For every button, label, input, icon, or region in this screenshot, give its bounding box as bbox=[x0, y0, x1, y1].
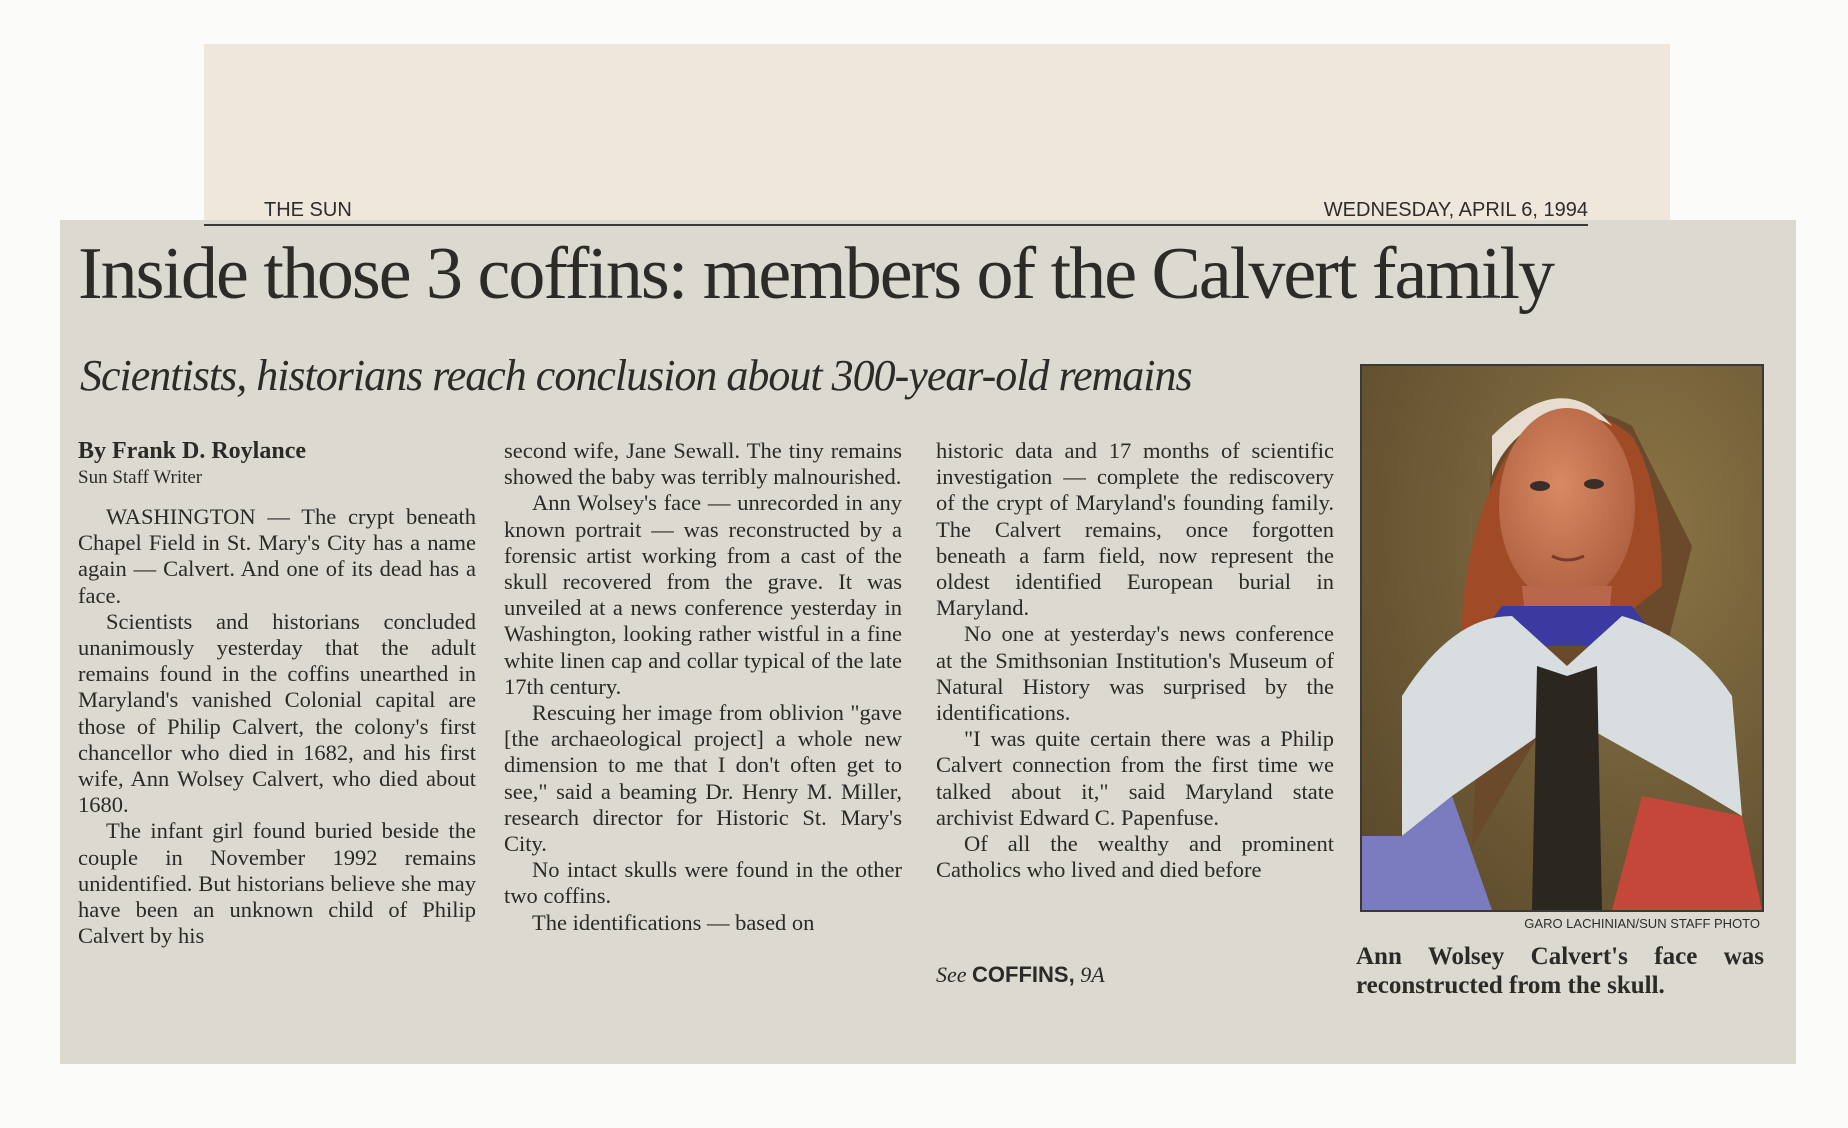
byline-role: Sun Staff Writer bbox=[78, 467, 203, 488]
article-column-3 bbox=[936, 438, 1334, 883]
subheadline: Scientists, historians reach conclusion about 300-year-old remains bbox=[80, 351, 1192, 400]
jump-keyword: COFFINS, bbox=[972, 962, 1075, 987]
paragraph: Ann Wolsey's face — unrecorded in any known portrait — was reconstructed by a forensic artist working from a cast of the skull recovered from the grave. It was unveiled at a news conference yesterday in Washington, looking rather wistful in a fine white linen cap and collar typical of the late 17th century. bbox=[504, 490, 902, 699]
photo-credit: GARO LACHINIAN/SUN STAFF PHOTO bbox=[1524, 916, 1760, 931]
photo-caption: Ann Wolsey Calvert's face was reconstructed from the skull. bbox=[1356, 943, 1764, 999]
paragraph: WASHINGTON — The crypt beneath Chapel Field in St. Mary's City has a name again — Calvert. And one of its dead has a face. bbox=[78, 504, 476, 608]
paragraph: "I was quite certain there was a Philip Calvert connection from the first time we talked about it," said Maryland state archivist Edward C. Papenfuse. bbox=[936, 726, 1334, 830]
headline: Inside those 3 coffins: members of the Calvert family bbox=[78, 233, 1554, 315]
masthead bbox=[204, 196, 1588, 226]
issue-date: WEDNESDAY, APRIL 6, 1994 bbox=[1323, 199, 1588, 221]
paragraph: historic data and 17 months of scientific investigation — complete the rediscovery of the crypt of Maryland's founding family. The Calvert remains, once forgotten beneath a farm field, now represent the oldest identified European burial in Maryland. bbox=[936, 438, 1334, 621]
jump-see: See bbox=[936, 962, 967, 987]
byline-author: By Frank D. Roylance bbox=[78, 438, 306, 464]
paragraph: second wife, Jane Sewall. The tiny remains showed the baby was terribly malnourished. bbox=[504, 438, 902, 490]
article-column-1 bbox=[78, 436, 476, 949]
portrait-photo bbox=[1360, 364, 1764, 912]
paper-name: THE SUN bbox=[264, 199, 352, 221]
article-column-2 bbox=[504, 438, 902, 936]
jump-line bbox=[936, 962, 1105, 988]
paragraph: No one at yesterday's news conference at the Smithsonian Institution's Museum of Natural History was surprised by the identifications. bbox=[936, 621, 1334, 726]
paragraph: Scientists and historians concluded unanimously yesterday that the adult remains found in the coffins unearthed in Maryland's vanished Colonial capital are those of Philip Calvert, the colony's first chancellor who died in 1682, and his first wife, Ann Wolsey Calvert, who died about 1680. bbox=[78, 608, 476, 818]
paragraph: Rescuing her image from oblivion "gave [the archaeological project] a whole new dimension to me that I don't often get to see," said a beaming Dr. Henry M. Miller, research director for Historic St. Mary's City. bbox=[504, 700, 902, 857]
paragraph: The infant girl found buried beside the couple in November 1992 remains unidentified. But historians believe she may have been an unknown child of Philip Calvert by his bbox=[78, 818, 476, 949]
paragraph: The identifications — based on bbox=[532, 909, 815, 935]
jump-page: 9A bbox=[1080, 962, 1105, 987]
paragraph: Of all the wealthy and prominent Catholics who lived and died before bbox=[936, 831, 1334, 883]
paragraph: No intact skulls were found in the other two coffins. bbox=[504, 857, 902, 909]
portrait-illustration bbox=[1362, 366, 1762, 910]
